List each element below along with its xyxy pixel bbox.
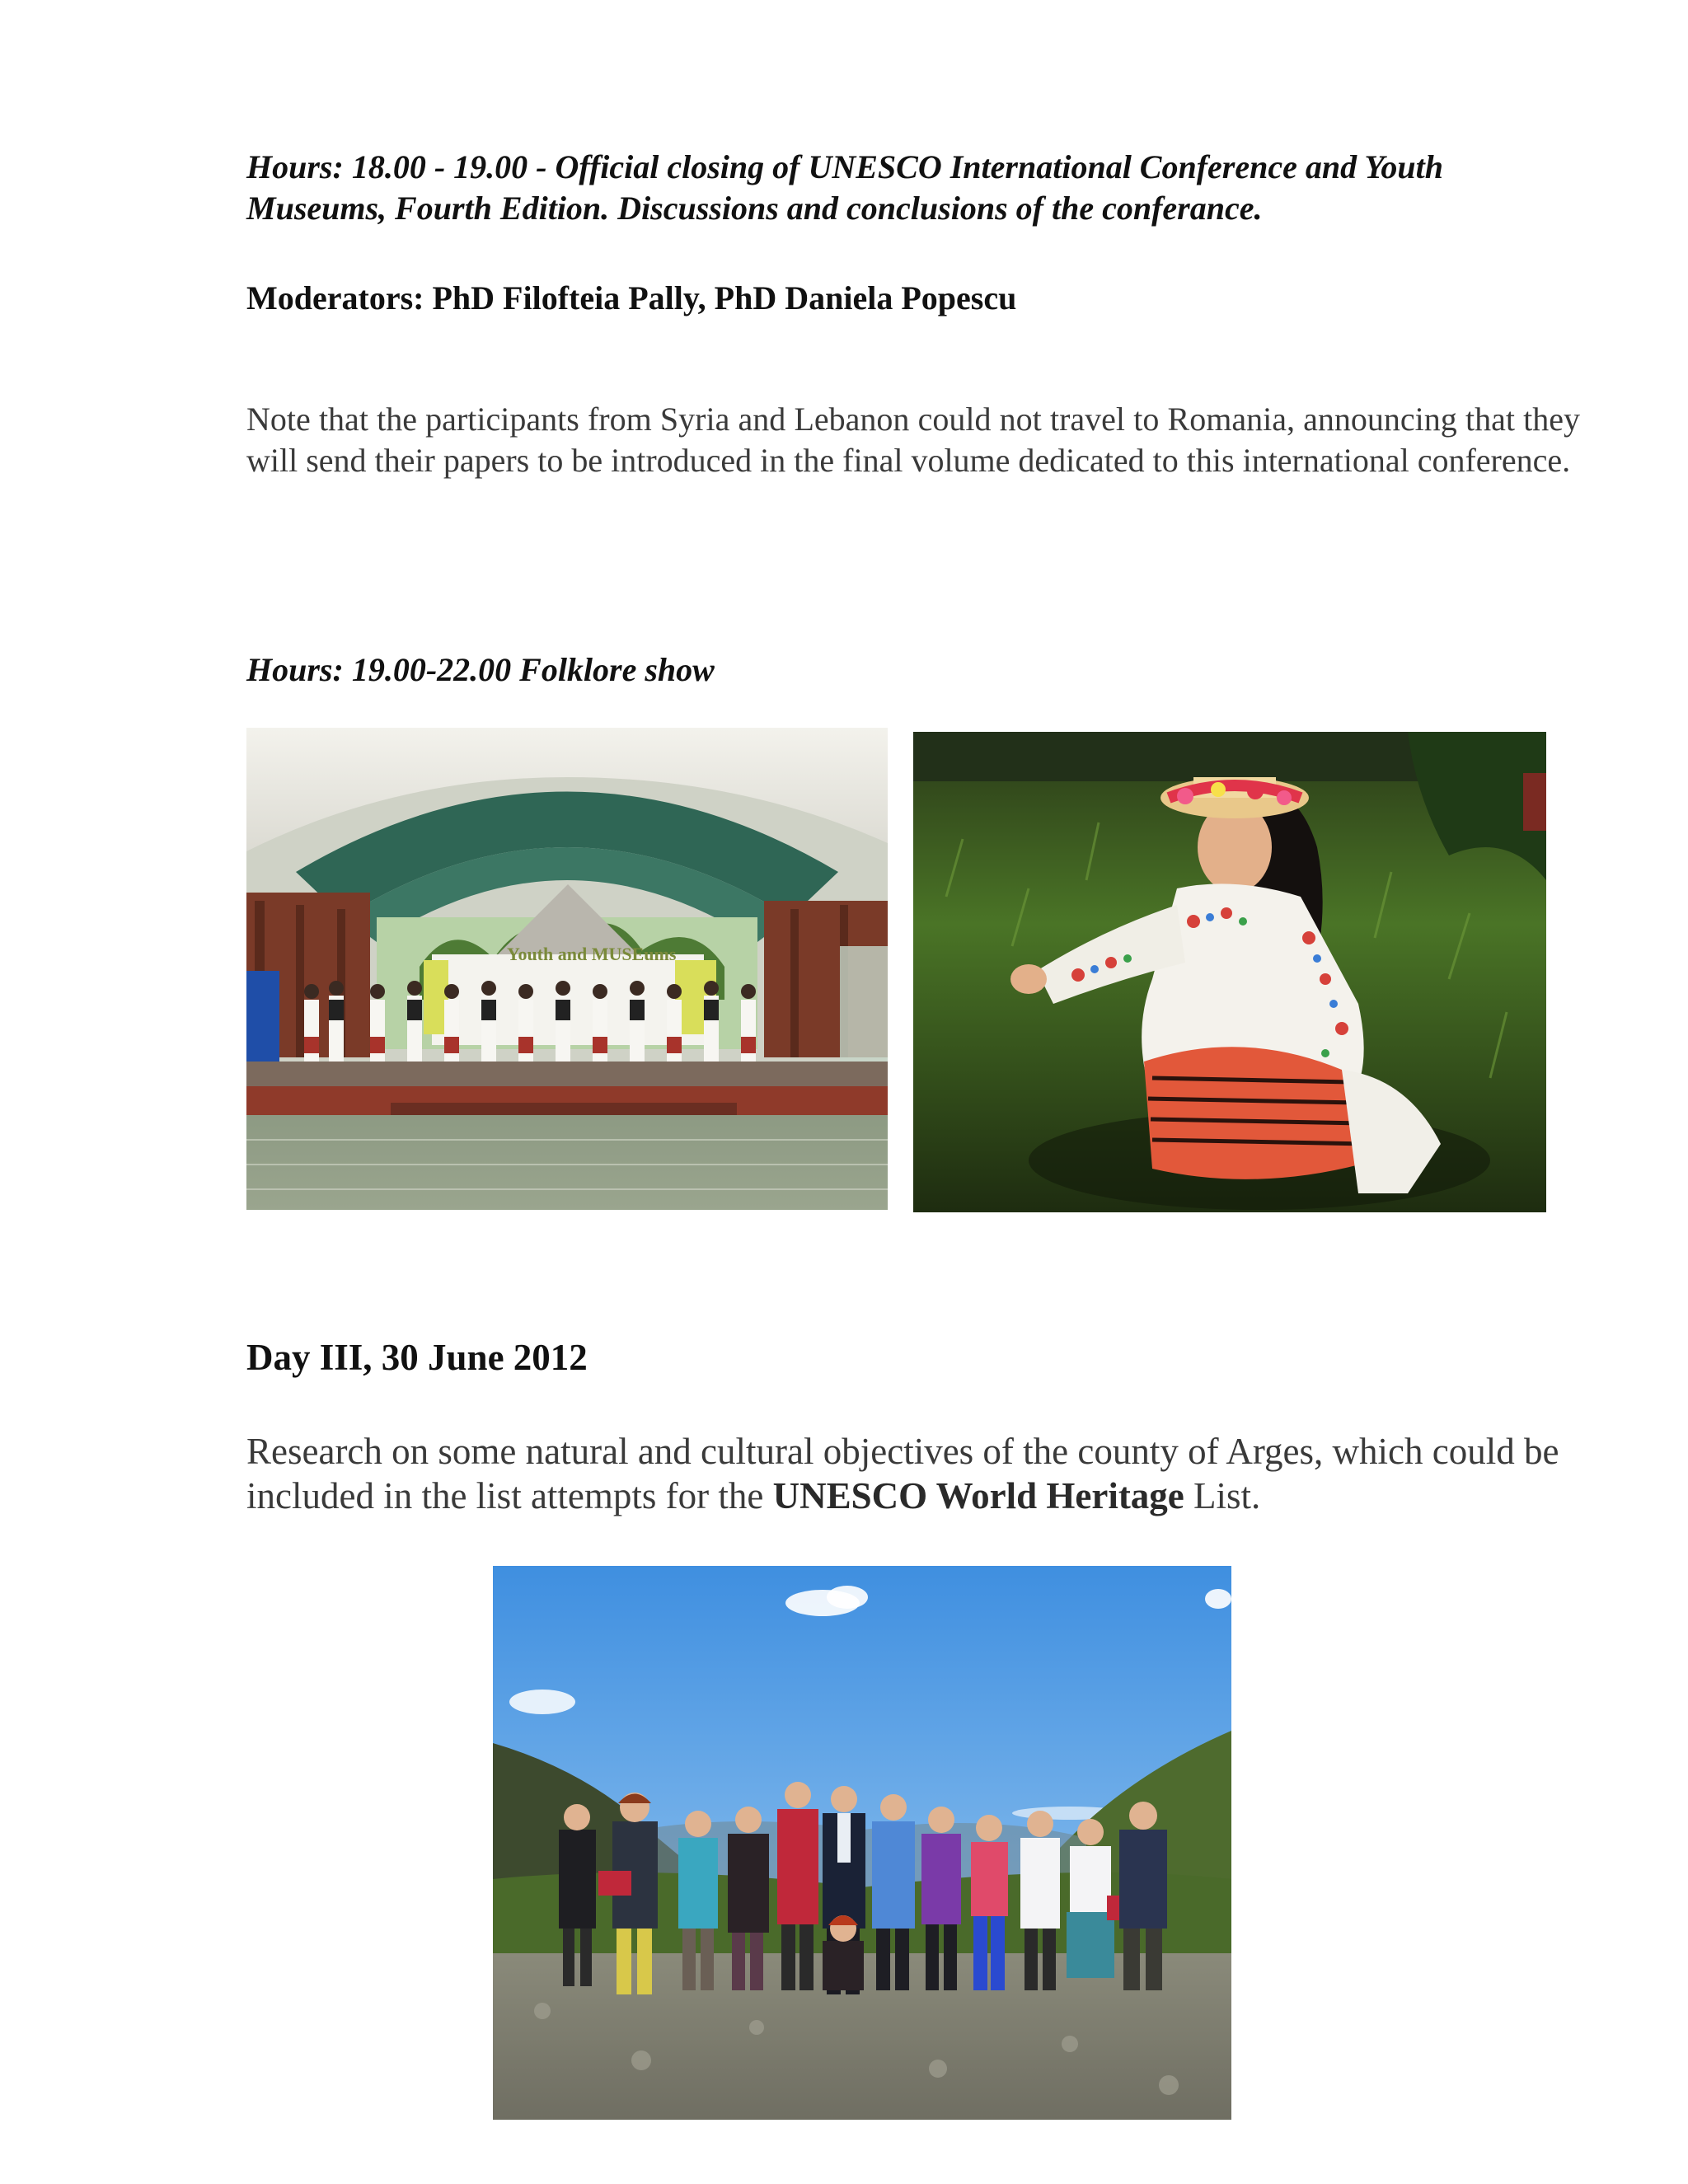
stage-sign-text: Youth and MUSEums — [507, 944, 677, 964]
stage-photo-graphic — [246, 728, 888, 1210]
day3-text-before: Research on some natural and cultural objectives of the county of Arges, which could be included in the list attempts for the — [246, 1431, 1559, 1516]
mountain-group-photo — [493, 1566, 1231, 2120]
day3-paragraph — [246, 1429, 1580, 1518]
dancer-photo-graphic — [913, 732, 1546, 1212]
unesco-world-heritage-bold: UNESCO World Heritage — [772, 1475, 1184, 1516]
moderators-line: Moderators: PhD Filofteia Pally, PhD Daniela Popescu — [246, 279, 1017, 316]
note-paragraph: Note that the participants from Syria and Lebanon could not travel to Romania, announcing that they will send their papers to be introduced in the final volume dedicated to this international conference. — [246, 401, 1580, 479]
closing-heading: Hours: 18.00 - 19.00 - Official closing of UNESCO International Conference and Youth Museums, Fourth Edition. Discussions and conclusions of the conferance. — [246, 148, 1444, 227]
folklore-heading: Hours: 19.00-22.00 Folklore show — [246, 651, 715, 688]
day3-text-after: List. — [1184, 1475, 1261, 1516]
day3-heading: Day III, 30 June 2012 — [246, 1337, 588, 1378]
dancer-in-grass-photo — [913, 732, 1546, 1212]
group-photo-graphic — [493, 1566, 1231, 2120]
folk-dance-stage-photo — [246, 728, 888, 1210]
